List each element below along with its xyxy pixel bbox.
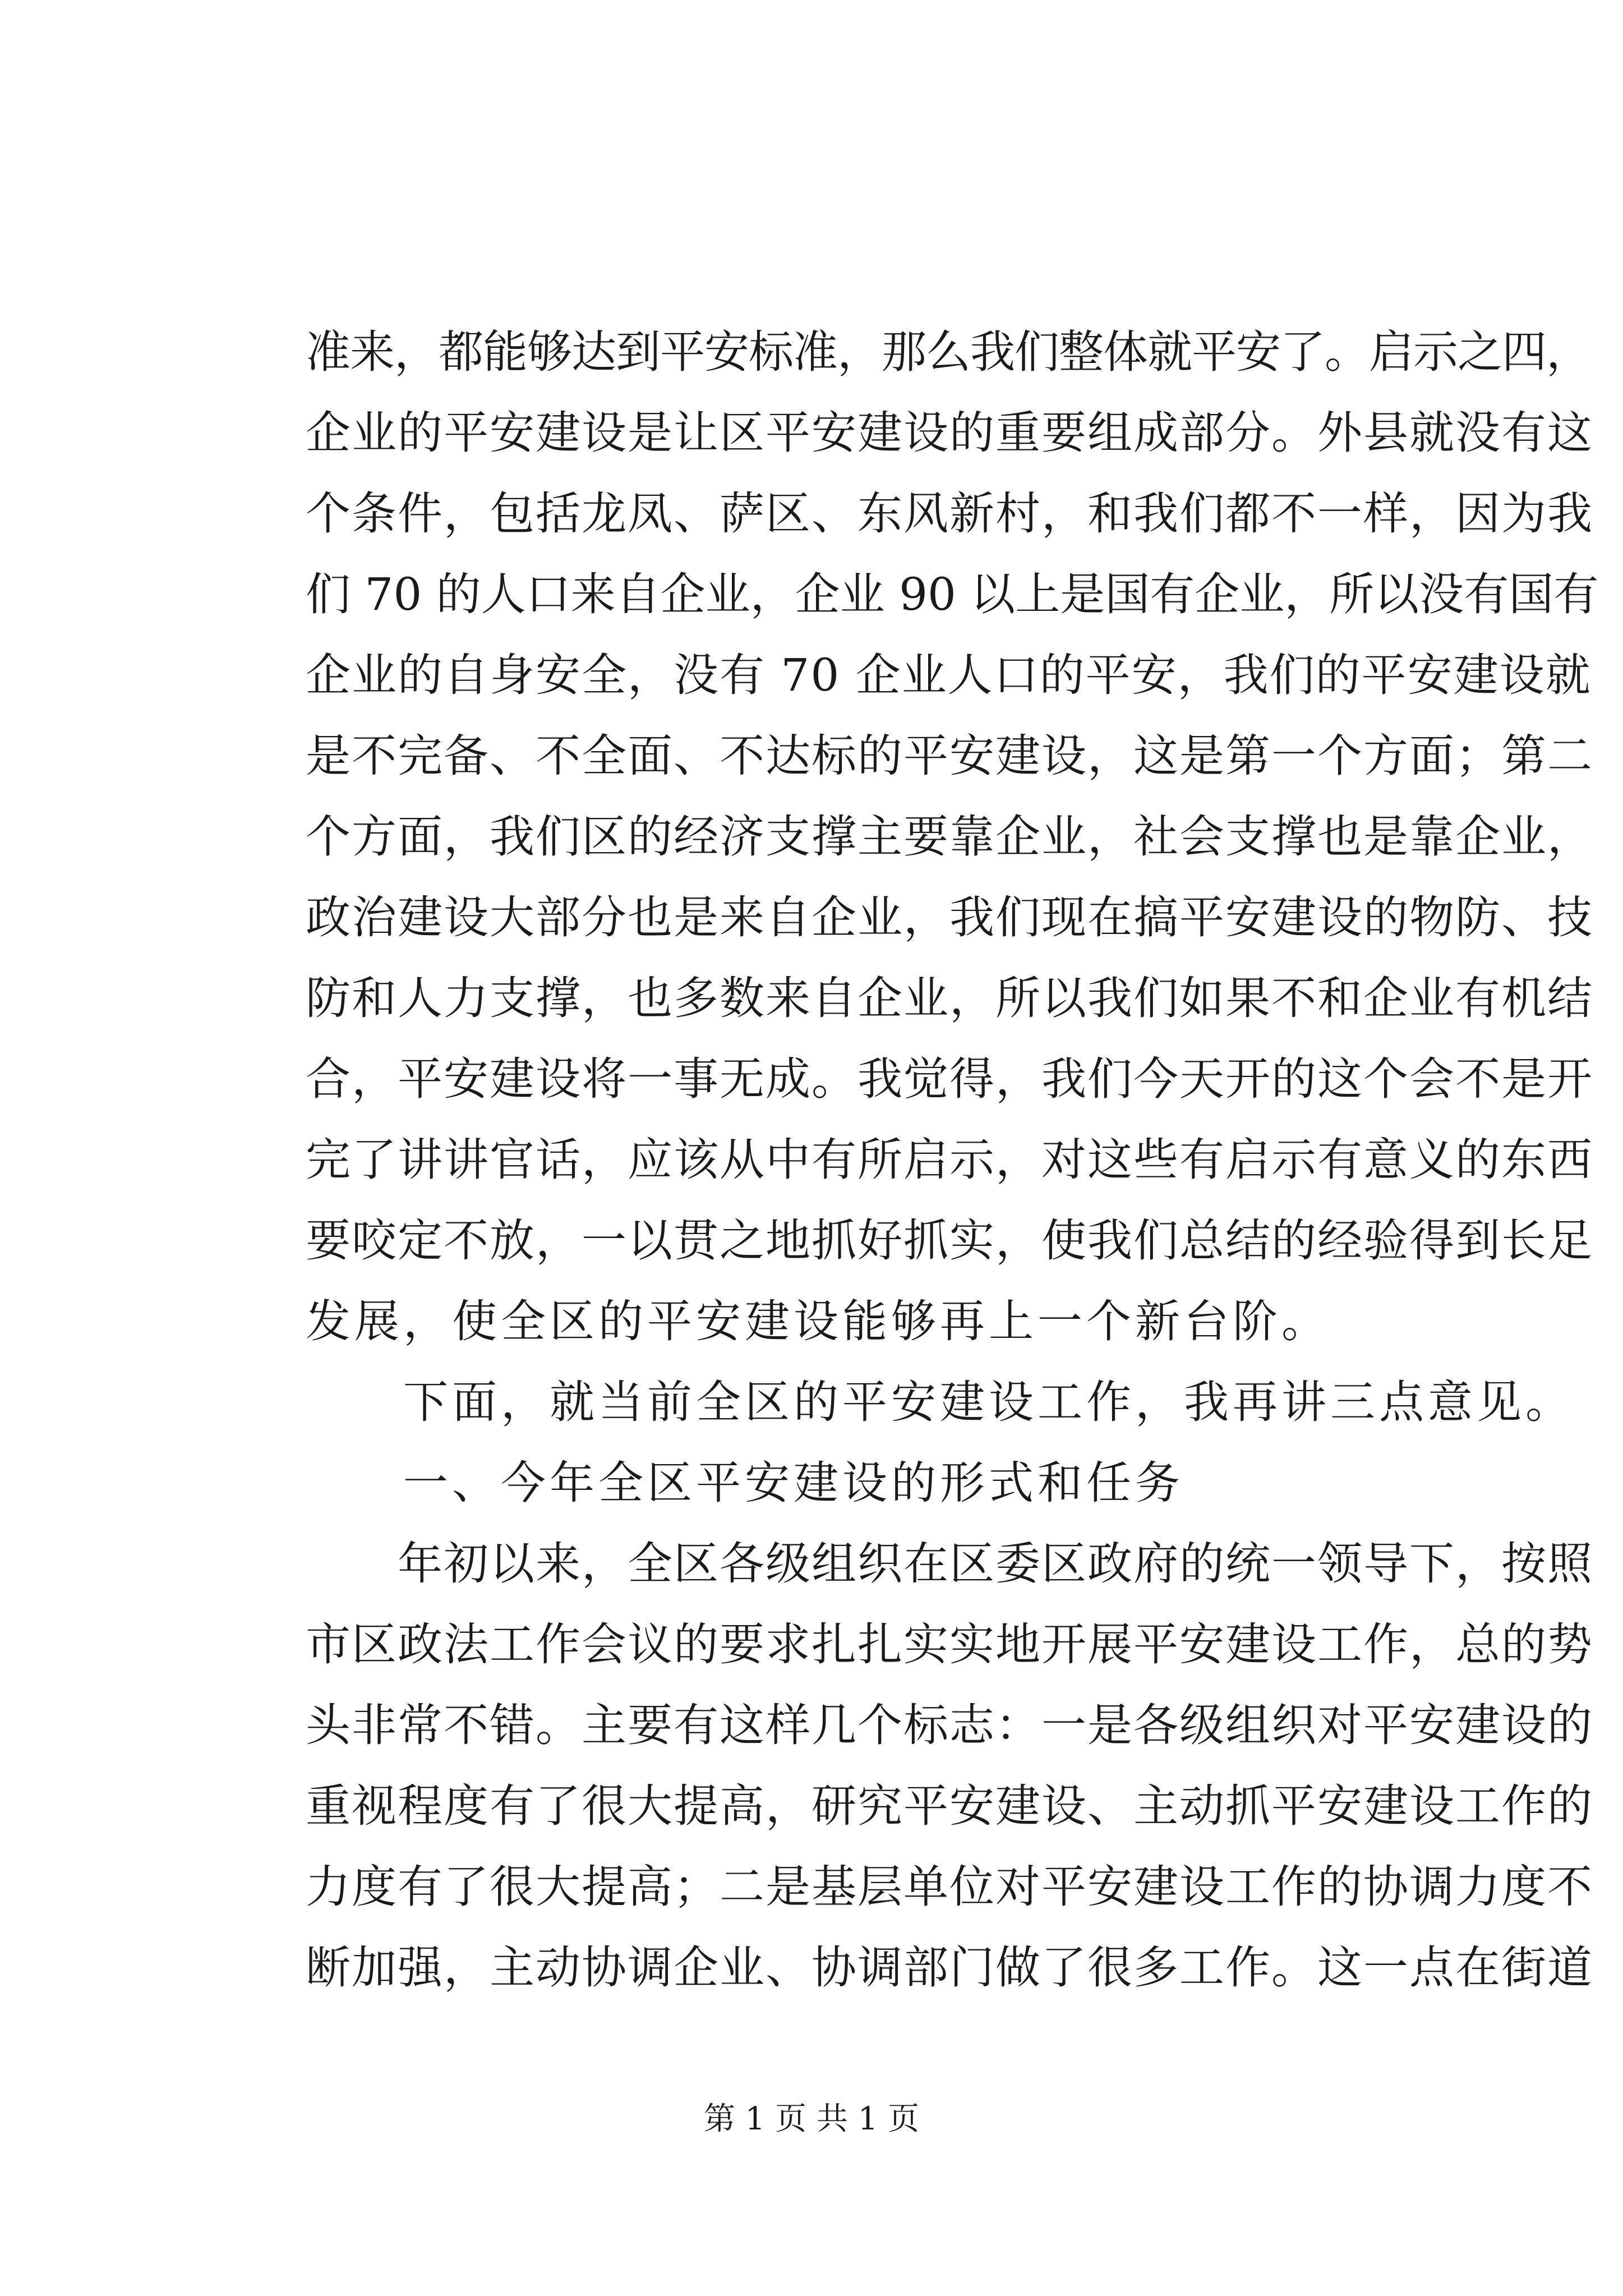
text-line: 年初以来，全区各级组织在区委区政府的统一领导下，按照 — [306, 1538, 1593, 1590]
text-line: 企业的平安建设是让区平安建设的重要组成部分。外县就没有这 — [306, 407, 1593, 459]
text-line: 力度有了很大提高；二是基层单位对平安建设工作的协调力度不 — [306, 1861, 1593, 1913]
section-heading: 一、今年全区平安建设的形式和任务 — [306, 1457, 1184, 1509]
text-line: 合，平安建设将一事无成。我觉得，我们今天开的这个会不是开 — [306, 1053, 1593, 1105]
text-line: 重视程度有了很大提高，研究平安建设、主动抓平安建设工作的 — [306, 1780, 1593, 1832]
text-line: 企业的自身安全，没有 70 企业人口的平安，我们的平安建设就 — [306, 649, 1592, 701]
text-line: 头非常不错。主要有这样几个标志：一是各级组织对平安建设的 — [306, 1699, 1593, 1751]
text-line: 个条件，包括龙凤、萨区、东风新村，和我们都不一样，因为我 — [306, 487, 1593, 540]
text-line: 完了讲讲官话，应该从中有所启示，对这些有启示有意义的东西 — [306, 1134, 1593, 1186]
text-line: 防和人力支撑，也多数来自企业，所以我们如果不和企业有机结 — [306, 972, 1593, 1024]
text-line: 是不完备、不全面、不达标的平安建设，这是第一个方面；第二 — [306, 730, 1593, 782]
text-line: 下面，就当前全区的平安建设工作，我再讲三点意见。 — [306, 1376, 1574, 1428]
page-footer: 第 1 页 共 1 页 — [703, 2101, 920, 2137]
text-line: 政治建设大部分也是来自企业，我们现在搞平安建设的物防、技 — [306, 891, 1593, 944]
text-line: 发展，使全区的平安建设能够再上一个新台阶。 — [306, 1295, 1330, 1347]
text-line: 断加强，主动协调企业、协调部门做了很多工作。这一点在街道 — [306, 1941, 1593, 1994]
text-line: 个方面，我们区的经济支撑主要靠企业，社会支撑也是靠企业， — [306, 811, 1593, 863]
text-line: 们 70 的人口来自企业，企业 90 以上是国有企业，所以没有国有 — [306, 568, 1599, 620]
text-line: 准来，都能够达到平安标准，那么我们整体就平安了。启示之四， — [306, 326, 1590, 378]
text-line: 要咬定不放，一以贯之地抓好抓实，使我们总结的经验得到长足 — [306, 1214, 1593, 1267]
text-line: 市区政法工作会议的要求扎扎实实地开展平安建设工作，总的势 — [306, 1618, 1593, 1671]
